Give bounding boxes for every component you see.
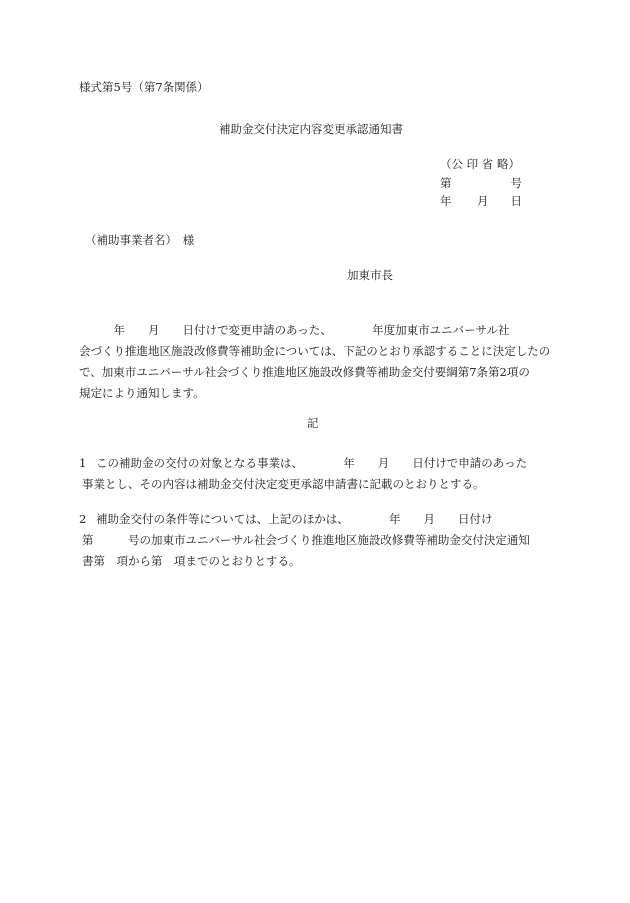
ki-heading: 記 bbox=[307, 416, 319, 430]
body-line-3: で、加東市ユニバーサル社会づくり推進地区施設改修費等補助金交付要綱第7条第2項の bbox=[79, 365, 530, 379]
date-year: 年 bbox=[440, 194, 452, 208]
form-number: 様式第5号（第7条関係） bbox=[79, 80, 209, 94]
body-paragraph bbox=[79, 320, 549, 404]
list-item-1 bbox=[79, 453, 549, 495]
body-line-2: 会づくり推進地区施設改修費等補助金については、下記のとおり承認することに決定したの bbox=[79, 344, 551, 358]
date-month: 月 bbox=[477, 194, 489, 208]
body-line-4: 規定により通知します。 bbox=[79, 386, 205, 400]
date-day: 日 bbox=[510, 194, 522, 208]
item-number: 2 bbox=[79, 512, 87, 526]
item-1-line-1: この補助金の交付の対象となる事業は、 年 月 日付けで申請のあった bbox=[96, 456, 528, 470]
issuer-name: 加東市長 bbox=[347, 268, 393, 282]
document-number-line bbox=[440, 175, 522, 191]
seal-omitted-note: （公 印 省 略） bbox=[440, 157, 520, 171]
document-date-line bbox=[440, 193, 522, 209]
item-2-line-3: 書第 項から第 項までのとおりとする。 bbox=[82, 554, 301, 568]
item-2-line-2: 第 号の加東市ユニバーサル社会づくり推進地区施設改修費等補助金交付決定通知 bbox=[82, 533, 530, 547]
item-1-line-2: 事業とし、その内容は補助金交付決定変更承認申請書に記載のとおりとする。 bbox=[82, 477, 485, 491]
addressee: （補助事業者名） 様 bbox=[85, 233, 195, 247]
document-title: 補助金交付決定内容変更承認通知書 bbox=[219, 122, 403, 136]
number-suffix: 号 bbox=[510, 176, 522, 190]
item-number: 1 bbox=[79, 456, 87, 470]
body-line-1: 年 月 日付けで変更申請のあった、 年度加東市ユニバーサル社 bbox=[79, 323, 510, 337]
number-prefix: 第 bbox=[440, 176, 452, 190]
list-item-2 bbox=[79, 509, 549, 572]
item-2-line-1: 補助金交付の条件等については、上記のほかは、 年 月 日付け bbox=[96, 512, 493, 526]
